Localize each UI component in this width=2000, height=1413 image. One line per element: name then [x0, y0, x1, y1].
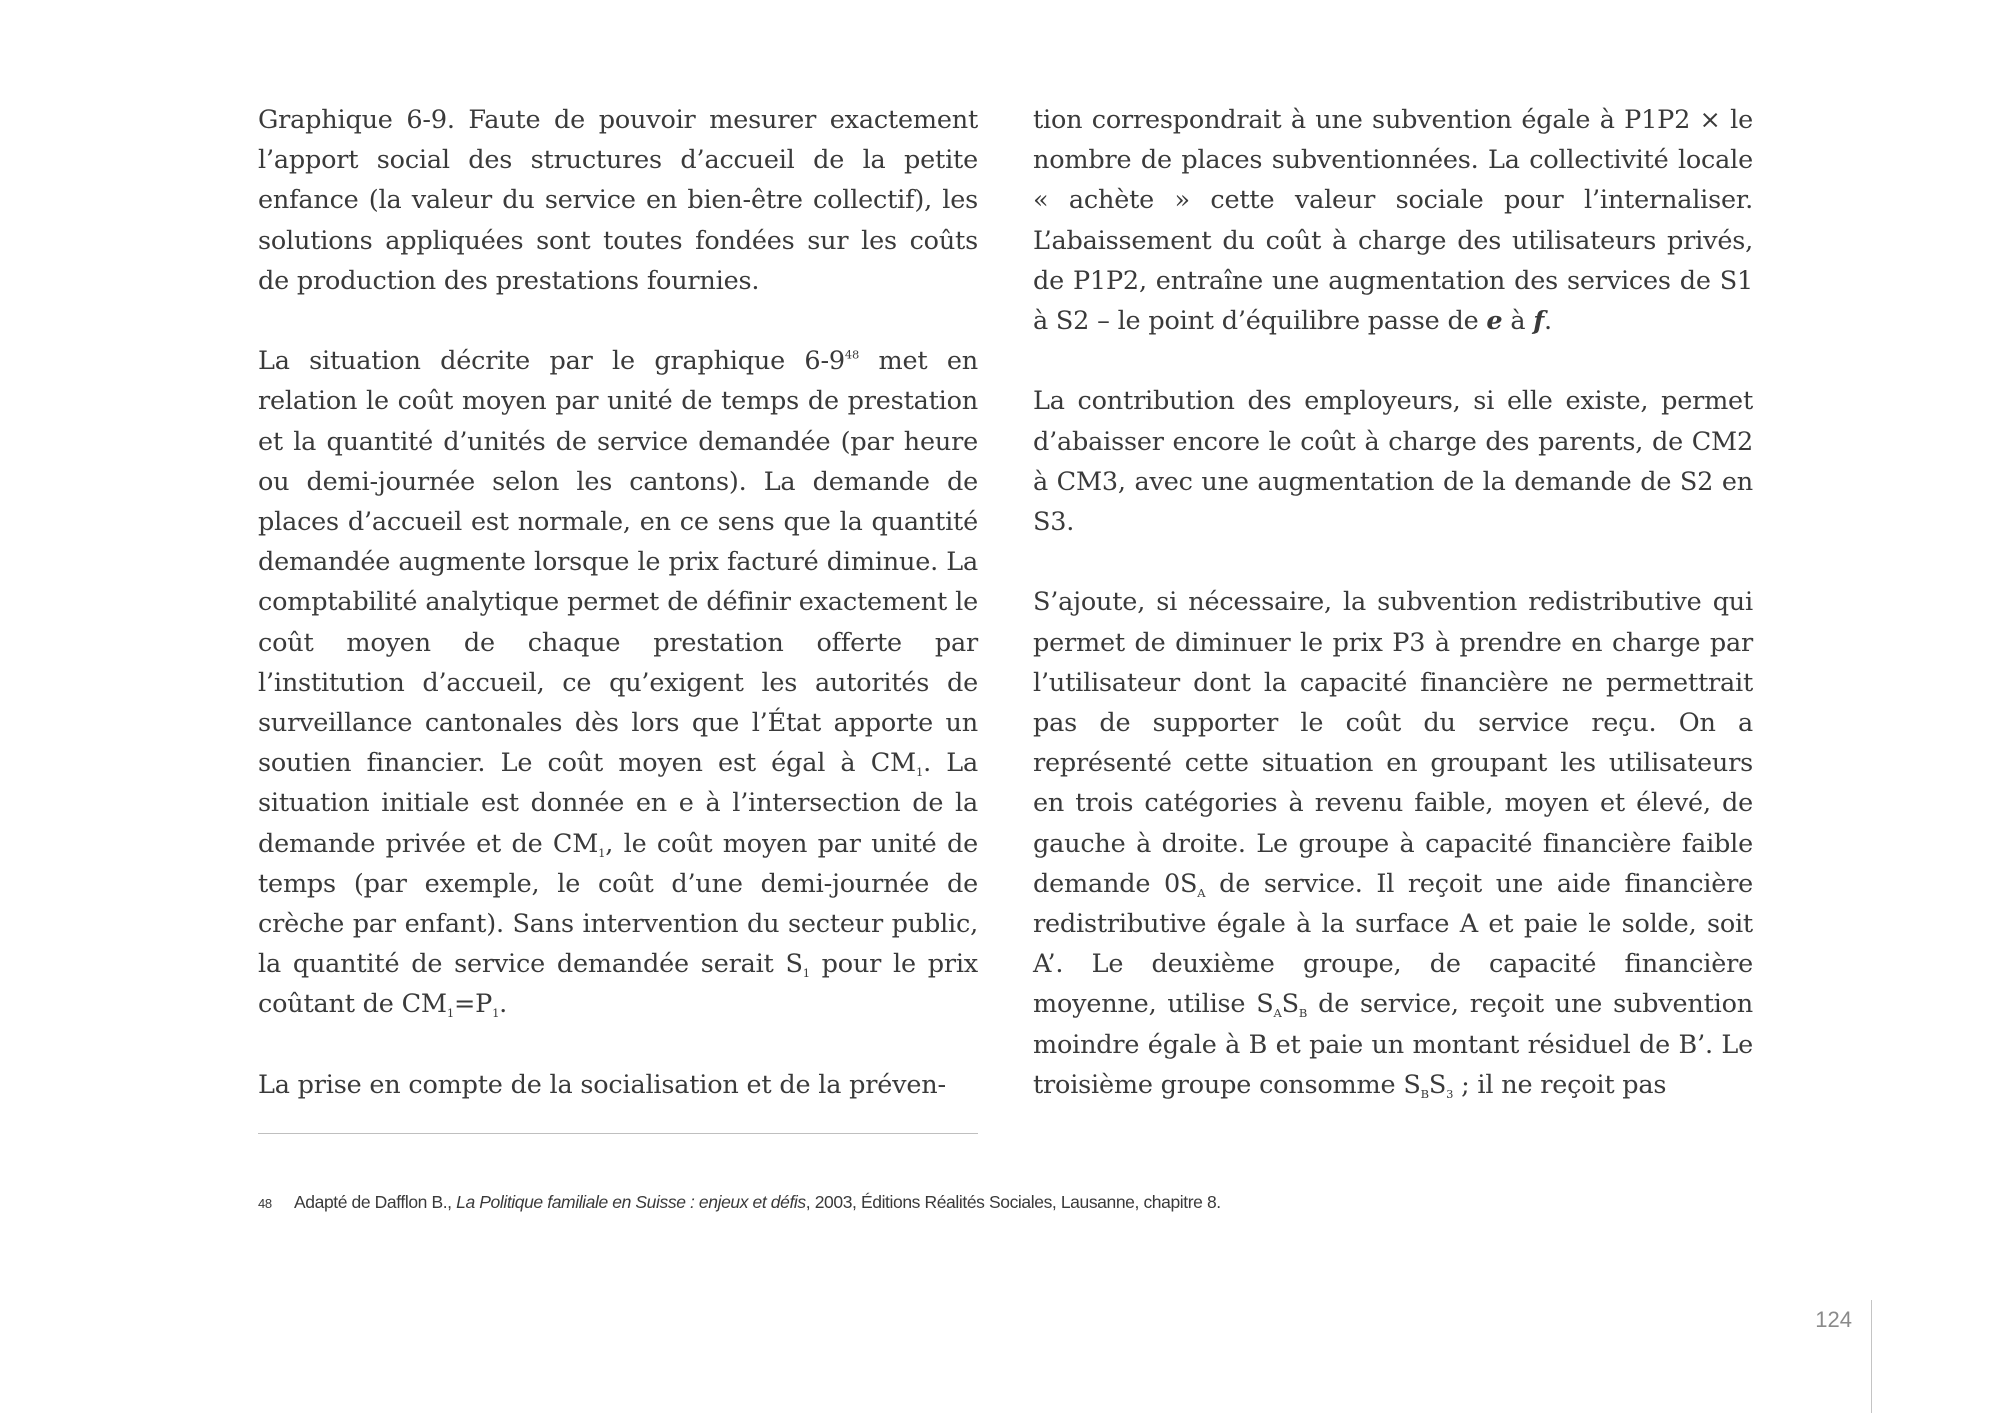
subscript: 1: [915, 765, 924, 780]
paragraph-socialisation: La prise en compte de la socialisation et de la préven-: [258, 1069, 946, 1100]
text-run: , le coût moyen par unité de temps (par exemple, le coût d’une demi-journée de crèche par enfant). Sans intervention du secteur public, la quantité de service demandée serait S: [258, 828, 978, 980]
text-run: ; il ne reçoit pas: [1453, 1069, 1667, 1100]
text-run: . La situation initiale est donnée en e à l’intersection de la demande privée et de CM: [258, 748, 978, 859]
subscript: B: [1420, 1087, 1429, 1101]
point-e: e: [1486, 306, 1503, 337]
text-run: de service, reçoit une subvention moindre égale à B et paie un montant résiduel de B’. Le troisième groupe consomme S: [1033, 989, 1754, 1100]
subscript: 3: [1446, 1087, 1454, 1101]
subscript: 1: [446, 1006, 454, 1021]
paragraph-subvention: [1033, 100, 1753, 341]
text-run: S’ajoute, si nécessaire, la subvention redistributive qui permet de diminuer le prix P3 à prendre en charge par l’utilisateur dont la capacité financière ne permettrait pas de supporter le coût du service reçu. On a représenté cette situation en groupant les utilisateurs en trois catégories à revenu faible, moyen et élevé, de gauche à droite. Le groupe à capacité financière faible demande 0S: [1033, 587, 1753, 899]
footnote-reference[interactable]: 48: [844, 347, 860, 362]
footnote-divider: [258, 1133, 978, 1134]
footnote-book-title: La Politique familiale en Suisse : enjeux et défis: [456, 1192, 806, 1212]
paragraph-employeurs: La contribution des employeurs, si elle existe, permet d’abaisser encore le coût à charge des parents, de CM2 à CM3, avec une augmentation de la demande de S2 en S3.: [1033, 386, 1753, 538]
text-run: .: [1544, 306, 1552, 337]
text-run: met en relation le coût moyen par unité de temps de prestation et la quantité d’unités de service demandée (par heure ou demi-journée selon les cantons). La demande de places d’accueil est normale, en ce sens que la quantité demandée augmente lorsque le prix facturé diminue. La comptabilité analytique permet de définir exactement le coût moyen de chaque prestation offerte par l’institution d’accueil, ce qu’exigent les autorités de surveillance cantonales dès lors que l’État apporte un soutien financier. Le coût moyen est égal à CM: [258, 346, 978, 779]
subscript: 1: [802, 966, 810, 981]
page-number: 124: [1815, 1307, 1852, 1332]
paragraph-intro: Graphique 6-9. Faute de pouvoir mesurer exactement l’apport social des structures d’accueil de la petite enfance (la valeur du service en bien-être collectif), les solutions appliquées sont toutes fondées sur les coûts de production des prestations fournies.: [258, 105, 978, 296]
subscript: 1: [598, 845, 606, 860]
text-run: tion correspondrait à une subvention égale à P1P2 × le nombre de places subventionnées. La collectivité locale « achète » cette valeur sociale pour l’internaliser. L’abaissement du coût à charge des utilisateurs privés, de P1P2, entraîne une augmentation des services de S1 à S2 – le point d’équilibre passe de: [1033, 105, 1753, 337]
paragraph-redistributive: [1033, 582, 1753, 1105]
subscript: A: [1273, 1006, 1282, 1021]
subscript: 1: [492, 1006, 500, 1021]
subscript: A: [1197, 885, 1206, 900]
footnote-number: 48: [258, 1196, 272, 1211]
text-run: =P: [453, 989, 493, 1020]
text-run: .: [499, 989, 508, 1020]
text-run: La situation décrite par le graphique 6-9: [258, 346, 845, 377]
text-run: pour le prix coûtant de CM: [258, 949, 978, 1020]
subscript: B: [1298, 1006, 1308, 1021]
footnote-text: Adapté de Dafflon B.,: [294, 1192, 457, 1212]
point-f: f: [1533, 306, 1545, 337]
page-edge-rule: [1871, 1300, 1872, 1413]
text-run: S: [1428, 1069, 1447, 1100]
text-run: à: [1502, 306, 1534, 337]
paragraph-situation: [258, 341, 978, 1024]
left-text-column: [258, 100, 978, 1145]
right-text-column: [1033, 100, 1753, 1145]
footnote-text: , 2003, Éditions Réalités Sociales, Lausanne, chapitre 8.: [805, 1192, 1221, 1212]
text-run: S: [1281, 989, 1299, 1020]
text-run: de service. Il reçoit une aide financière redistributive égale à la surface A et paie le solde, soit A’. Le deuxième groupe, de capacité financière moyenne, utilise S: [1033, 868, 1753, 1020]
footnote: [258, 1190, 1758, 1216]
